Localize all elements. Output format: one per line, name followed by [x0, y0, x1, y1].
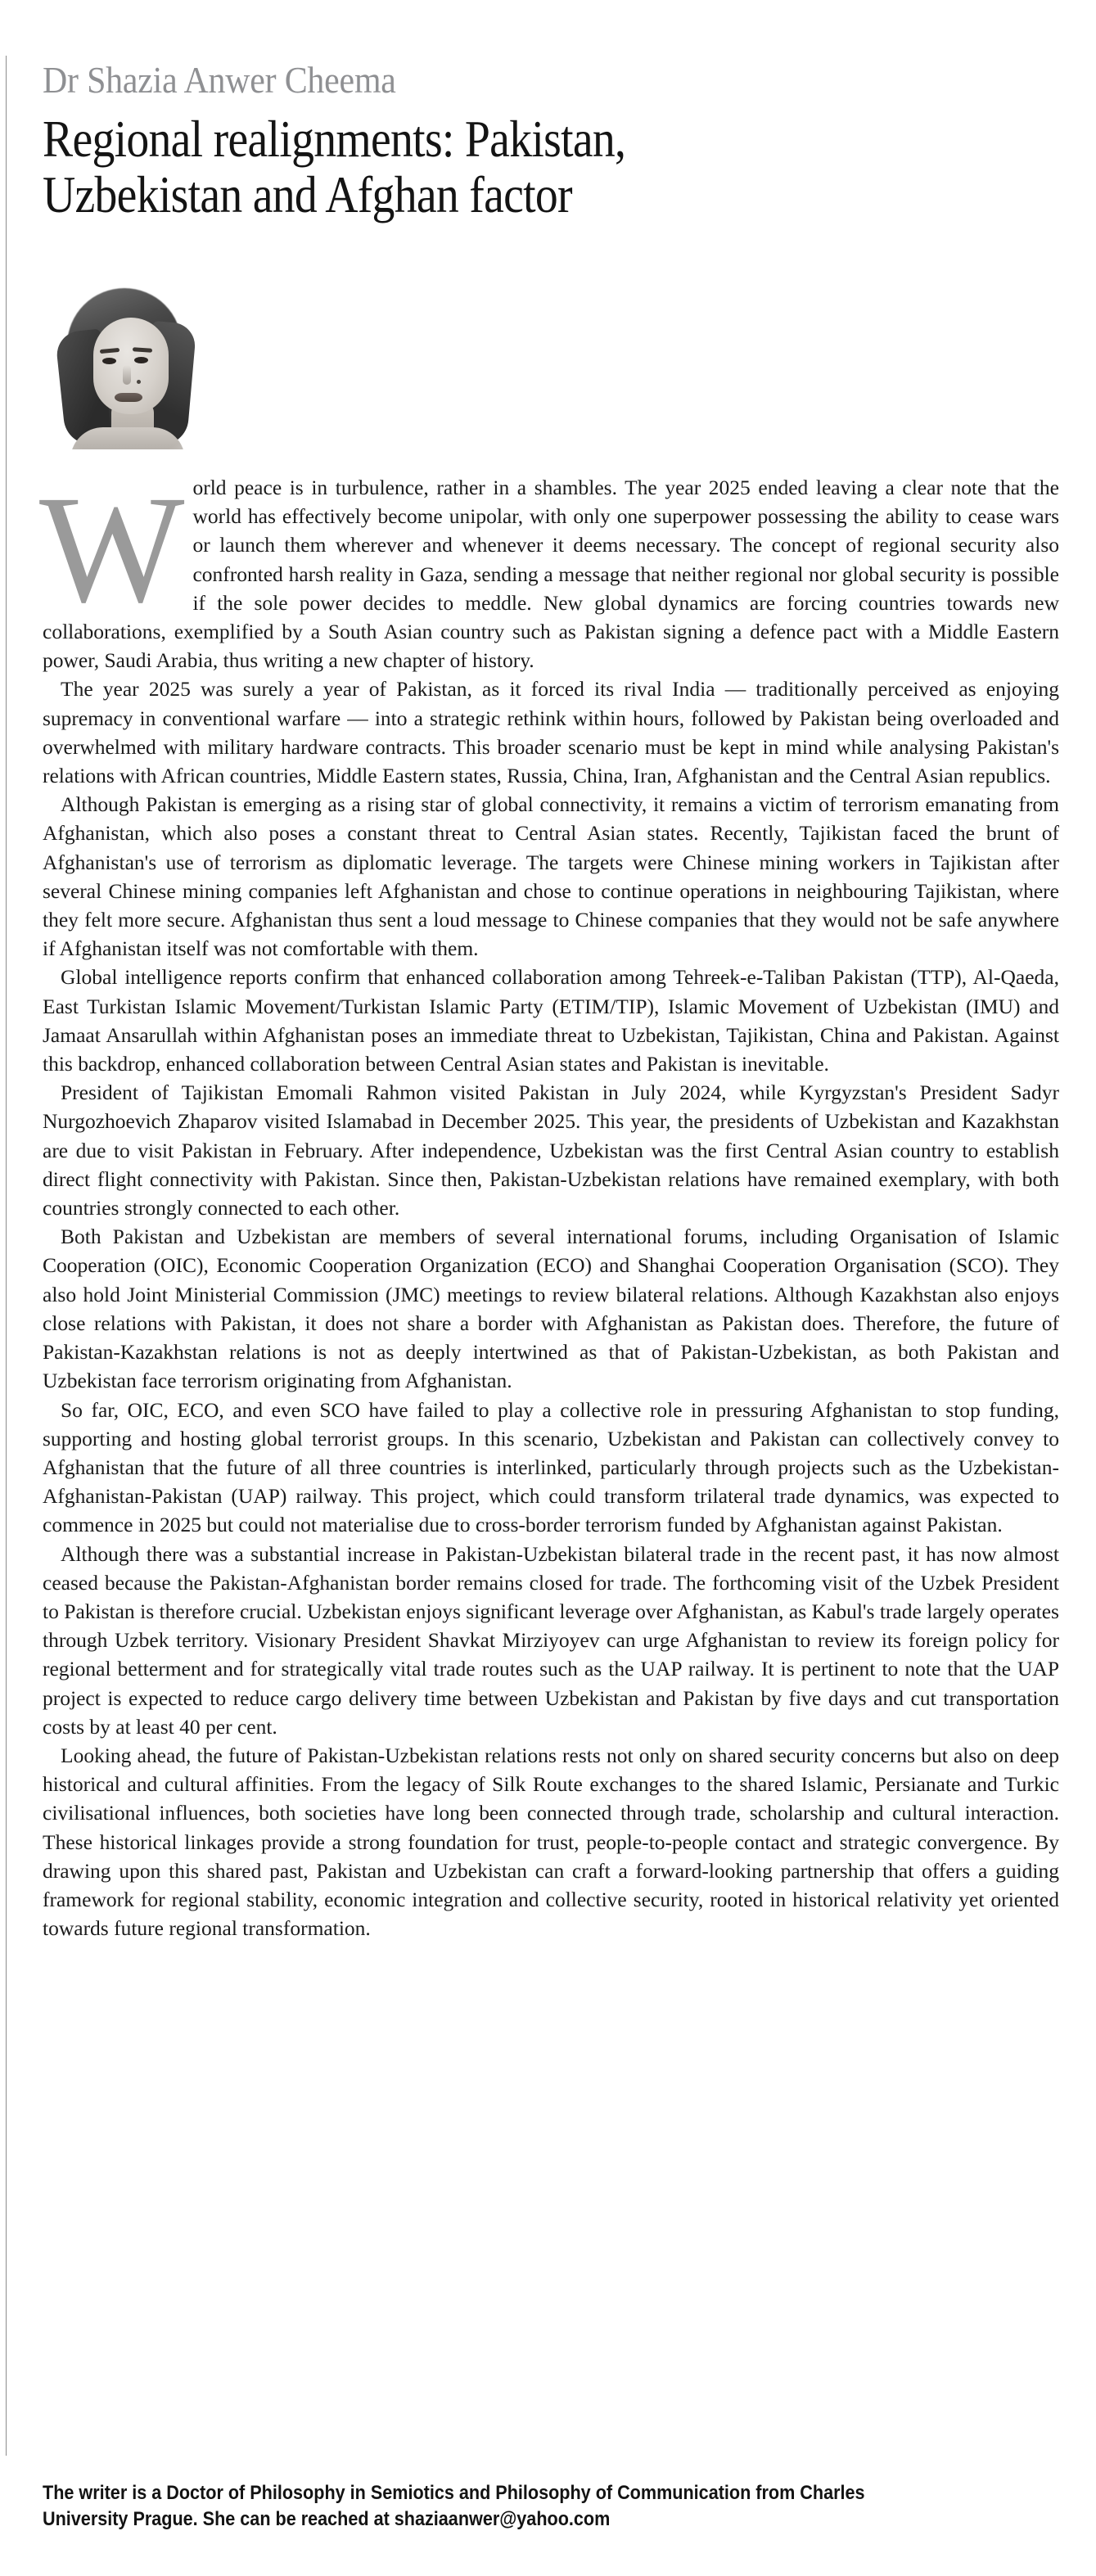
paragraph: President of Tajikistan Emomali Rahmon visited Pakistan in July 2024, while Kyrgyzstan's President Sadyr Nurgozhoevich Zhaparov visited Islamabad in December 2025. This year, the presidents of Uzbekistan and Kazakhstan are due to visit Pakistan in February. After independence, Uzbekistan was the first Central Asian country to establish direct flight connectivity with Pakistan. Since then, Pakistan-Uzbekistan relations have remained exemplary, with both countries strongly connected to each other.: [43, 1080, 1059, 1220]
author-kicker: Dr Shazia Anwer Cheema: [43, 60, 396, 101]
headline-line-1: Regional realignments: Pakistan,: [43, 110, 626, 168]
author-photo: [43, 273, 203, 449]
headline-line-2: Uzbekistan and Afghan factor: [43, 165, 572, 223]
author-bio-line-2: University Prague. She can be reached at shaziaanwer@yahoo.com: [43, 2508, 611, 2530]
paragraph: Looking ahead, the future of Pakistan-Uzbekistan relations rests not only on shared security concerns but also on deep historical and cultural affinities. From the legacy of Silk Route exchanges to the shared Islamic, Persianate and Turkic civilisational influences, both societies have long been connected through trade, scholarship and cultural interaction. These historical linkages provide a strong foundation for trust, people-to-people contact and strategic convergence. By drawing upon this shared past, Pakistan and Uzbekistan can craft a forward-looking partnership that offers a guiding framework for regional stability, economic integration and collective security, rooted in historical relativity yet oriented towards future regional transformation.: [43, 1743, 1059, 1941]
page-title: [43, 111, 1058, 223]
portrait-vignette: [43, 273, 203, 449]
article-body: [39, 463, 1059, 1942]
article-header: [43, 0, 1058, 223]
paragraph: orld peace is in turbulence, rather in a shambles. The year 2025 ended leaving a clear note that the world has effectively become unipolar, with only one superpower possessing the ability to cease wars or launch them wherever and whenever it deems necessary. The concept of regional security also confronted harsh reality in Gaza, sending a message that neither regional nor global security is possible if the sole power decides to meddle. New global dynamics are forcing countries towards new collaborations, exemplified by a South Asian country such as Pakistan signing a defence pact with a Middle Eastern power, Saudi Arabia, thus writing a new chapter of history.: [43, 476, 1059, 673]
author-bio-line-1: The writer is a Doctor of Philosophy in Semiotics and Philosophy of Communication from Charles: [43, 2482, 865, 2504]
paragraph: Both Pakistan and Uzbekistan are members of several international forums, including Organisation of Islamic Cooperation (OIC), Economic Cooperation Organization (ECO) and Shanghai Cooperation Organisation (SCO). They also hold Joint Ministerial Commission (JMC) meetings to review bilateral relations. Although Kazakhstan also enjoys close relations with Pakistan, it does not share a border with Afghanistan as Pakistan does. Therefore, the future of Pakistan-Kazakhstan relations is not as deeply intertwined as that of Pakistan-Uzbekistan, as both Pakistan and Uzbekistan face terrorism originating from Afghanistan.: [43, 1225, 1059, 1393]
lead-paragraph-block: [39, 463, 1059, 674]
left-margin-rule: [6, 56, 7, 2456]
author-bio-note: [43, 2480, 963, 2533]
paragraph: Global intelligence reports confirm that enhanced collaboration among Tehreek-e-Taliban Pakistan (TTP), Al-Qaeda, East Turkistan Islamic Movement/Turkistan Islamic Party (ETIM/TIP), Islamic Movement of Uzbekistan (IMU) and Jamaat Ansarullah within Afghanistan poses an immediate threat to Uzbekistan, Tajikistan, China and Pakistan. Against this backdrop, enhanced collaboration between Central Asian states and Pakistan is inevitable.: [43, 965, 1059, 1076]
paragraph: So far, OIC, ECO, and even SCO have failed to play a collective role in pressuring Afghanistan to stop funding, supporting and hosting global terrorist groups. In this scenario, Uzbekistan and Pakistan can collectively convey to Afghanistan that the future of all three countries is interlinked, particularly through projects such as the Uzbekistan-Afghanistan-Pakistan (UAP) railway. This project, which could transform trilateral trade dynamics, was expected to commence in 2025 but could not materialise due to cross-border terrorism funded by Afghanistan against Pakistan.: [43, 1397, 1059, 1537]
drop-cap: W: [39, 463, 185, 634]
paragraph: Although Pakistan is emerging as a rising star of global connectivity, it remains a victim of terrorism emanating from Afghanistan, which also poses a constant threat to Central Asian states. Recently, Tajikistan faced the brunt of Afghanistan's use of terrorism as diplomatic leverage. The targets were Chinese mining workers in Tajikistan after several Chinese mining companies left Afghanistan and chose to continue operations in neighbouring Tajikistan, where they felt more secure. Afghanistan thus sent a loud message to Chinese companies that they would not be safe anywhere if Afghanistan itself was not comfortable with them.: [43, 792, 1059, 961]
avatar: [43, 273, 203, 449]
paragraph: The year 2025 was surely a year of Pakistan, as it forced its rival India — traditionally perceived as enjoying supremacy in conventional warfare — into a strategic rethink within hours, followed by Pakistan being overloaded and overwhelmed with military hardware contracts. This broader scenario must be kept in mind while analysing Pakistan's relations with African countries, Middle Eastern states, Russia, China, Iran, Afghanistan and the Central Asian republics.: [43, 677, 1059, 788]
paragraph: Although there was a substantial increase in Pakistan-Uzbekistan bilateral trade in the recent past, it has now almost ceased because the Pakistan-Afghanistan border remains closed for trade. The forthcoming visit of the Uzbek President to Pakistan is therefore crucial. Uzbekistan enjoys significant leverage over Afghanistan, as Kabul's trade largely operates through Uzbek territory. Visionary President Shavkat Mirziyoyev can urge Afghanistan to review its foreign policy for regional betterment and for strategically vital trade routes such as the UAP railway. It is pertinent to note that the UAP project is expected to reduce cargo delivery time between Uzbekistan and Pakistan by five days and cut transportation costs by at least 40 per cent.: [43, 1541, 1059, 1739]
